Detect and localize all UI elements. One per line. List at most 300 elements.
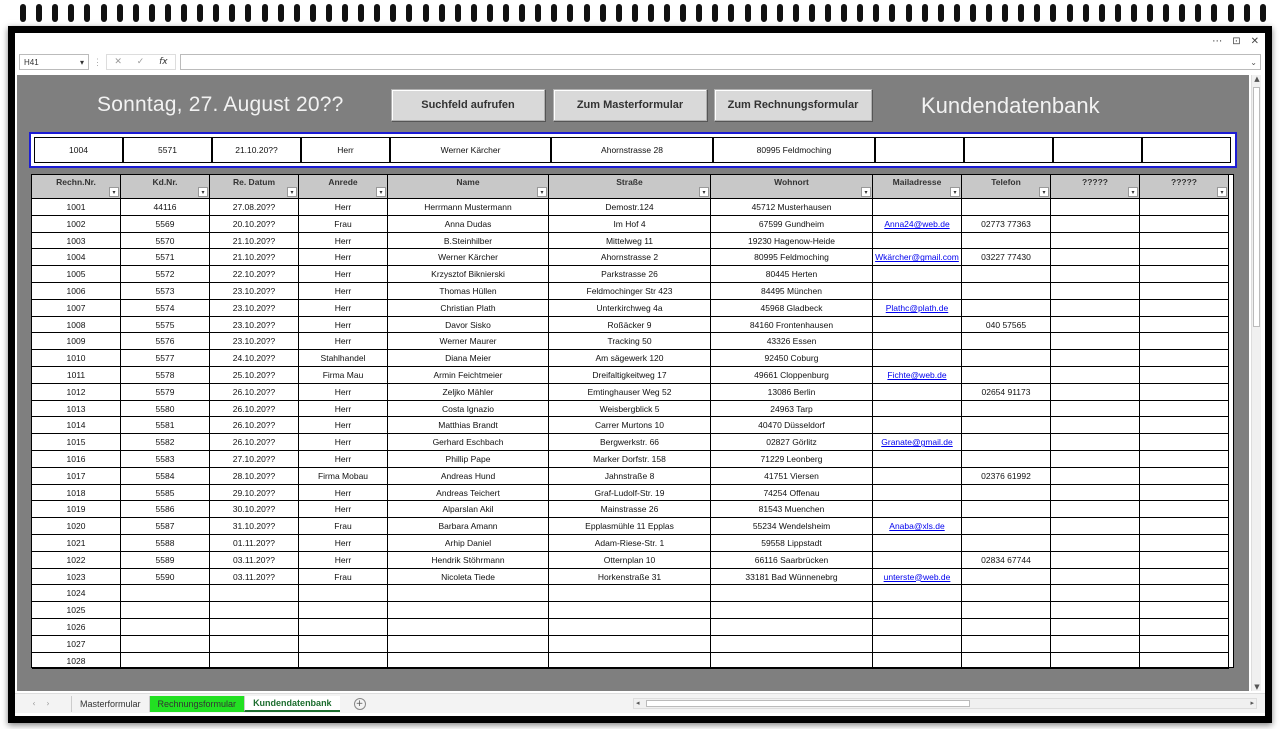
- table-cell[interactable]: [388, 636, 549, 653]
- table-cell[interactable]: 1006: [32, 283, 121, 300]
- table-cell[interactable]: [1140, 451, 1229, 468]
- table-cell[interactable]: [962, 401, 1051, 418]
- table-cell[interactable]: [1140, 249, 1229, 266]
- table-cell[interactable]: [1051, 451, 1140, 468]
- table-cell[interactable]: Feldmochinger Str 423: [549, 283, 711, 300]
- table-cell[interactable]: Carrer Murtons 10: [549, 417, 711, 434]
- tab-kundendatenbank[interactable]: Kundendatenbank: [244, 696, 340, 712]
- table-cell[interactable]: 19230 Hagenow-Heide: [711, 233, 873, 250]
- table-cell[interactable]: 5569: [121, 216, 210, 233]
- table-cell[interactable]: 5572: [121, 266, 210, 283]
- table-cell[interactable]: 26.10.20??: [210, 401, 299, 418]
- table-cell[interactable]: Herr: [299, 333, 388, 350]
- table-cell[interactable]: Phillip Pape: [388, 451, 549, 468]
- table-cell[interactable]: 1021: [32, 535, 121, 552]
- table-cell[interactable]: 21.10.20??: [210, 233, 299, 250]
- search-cell[interactable]: Ahornstrasse 28: [551, 137, 713, 163]
- table-cell[interactable]: Herr: [299, 401, 388, 418]
- table-cell[interactable]: 55234 Wendelsheim: [711, 518, 873, 535]
- table-cell[interactable]: [1140, 636, 1229, 653]
- table-cell[interactable]: Herr: [299, 233, 388, 250]
- table-cell[interactable]: Herr: [299, 199, 388, 216]
- invoice-form-button[interactable]: Zum Rechnungsformular: [714, 89, 872, 121]
- email-link[interactable]: Anna24@web.de: [873, 216, 962, 233]
- table-cell[interactable]: 21.10.20??: [210, 249, 299, 266]
- filter-dropdown-icon[interactable]: ▾: [1217, 187, 1227, 197]
- table-cell[interactable]: [962, 283, 1051, 300]
- table-cell[interactable]: Unterkirchweg 4a: [549, 300, 711, 317]
- table-cell[interactable]: 1020: [32, 518, 121, 535]
- table-cell[interactable]: 1026: [32, 619, 121, 636]
- table-cell[interactable]: 5586: [121, 501, 210, 518]
- table-cell[interactable]: [1051, 216, 1140, 233]
- table-cell[interactable]: 5578: [121, 367, 210, 384]
- table-cell[interactable]: Andreas Hund: [388, 468, 549, 485]
- table-cell[interactable]: [121, 585, 210, 602]
- table-cell[interactable]: [1140, 367, 1229, 384]
- table-cell[interactable]: Dreifaltigkeitweg 17: [549, 367, 711, 384]
- table-cell[interactable]: [1140, 653, 1229, 670]
- filter-dropdown-icon[interactable]: ▾: [950, 187, 960, 197]
- table-cell[interactable]: [210, 602, 299, 619]
- table-cell[interactable]: 1013: [32, 401, 121, 418]
- table-cell[interactable]: [873, 266, 962, 283]
- table-cell[interactable]: 23.10.20??: [210, 300, 299, 317]
- table-cell[interactable]: 23.10.20??: [210, 283, 299, 300]
- table-cell[interactable]: 1016: [32, 451, 121, 468]
- table-cell[interactable]: Herr: [299, 501, 388, 518]
- table-cell[interactable]: 23.10.20??: [210, 333, 299, 350]
- table-cell[interactable]: [1140, 485, 1229, 502]
- table-cell[interactable]: 02773 77363: [962, 216, 1051, 233]
- table-cell[interactable]: [873, 552, 962, 569]
- table-cell[interactable]: 5574: [121, 300, 210, 317]
- search-cell[interactable]: [964, 137, 1053, 163]
- table-cell[interactable]: [962, 619, 1051, 636]
- table-cell[interactable]: 20.10.20??: [210, 216, 299, 233]
- close-icon[interactable]: ✕: [1250, 36, 1259, 47]
- table-cell[interactable]: 66116 Saarbrücken: [711, 552, 873, 569]
- table-cell[interactable]: [1140, 300, 1229, 317]
- email-link[interactable]: Fichte@web.de: [873, 367, 962, 384]
- table-cell[interactable]: 02654 91173: [962, 384, 1051, 401]
- cancel-icon[interactable]: ✕: [114, 57, 122, 67]
- table-cell[interactable]: [1051, 569, 1140, 586]
- table-cell[interactable]: [873, 535, 962, 552]
- table-cell[interactable]: [1051, 501, 1140, 518]
- table-cell[interactable]: Ahornstrasse 2: [549, 249, 711, 266]
- table-cell[interactable]: [1051, 233, 1140, 250]
- table-cell[interactable]: [873, 602, 962, 619]
- table-cell[interactable]: 1014: [32, 417, 121, 434]
- horizontal-scroll-thumb[interactable]: [646, 700, 970, 707]
- table-cell[interactable]: [1140, 417, 1229, 434]
- table-cell[interactable]: 28.10.20??: [210, 468, 299, 485]
- table-cell[interactable]: [1051, 384, 1140, 401]
- table-cell[interactable]: 1028: [32, 653, 121, 670]
- search-cell[interactable]: 21.10.20??: [212, 137, 301, 163]
- table-cell[interactable]: 27.08.20??: [210, 199, 299, 216]
- table-cell[interactable]: [1051, 300, 1140, 317]
- table-cell[interactable]: [210, 585, 299, 602]
- table-cell[interactable]: [388, 602, 549, 619]
- insert-function-icon[interactable]: fx: [159, 57, 168, 67]
- table-cell[interactable]: 23.10.20??: [210, 317, 299, 334]
- table-cell[interactable]: [1140, 569, 1229, 586]
- table-cell[interactable]: 1001: [32, 199, 121, 216]
- table-cell[interactable]: [388, 653, 549, 670]
- expand-formula-icon[interactable]: ⌄: [1250, 57, 1257, 67]
- table-cell[interactable]: Werner Kärcher: [388, 249, 549, 266]
- table-cell[interactable]: [1140, 283, 1229, 300]
- scroll-down-icon[interactable]: ▼: [1254, 683, 1260, 691]
- table-cell[interactable]: [299, 585, 388, 602]
- table-cell[interactable]: [1051, 417, 1140, 434]
- table-cell[interactable]: 1007: [32, 300, 121, 317]
- table-cell[interactable]: [1140, 535, 1229, 552]
- table-cell[interactable]: 5587: [121, 518, 210, 535]
- table-cell[interactable]: Epplasmühle 11 Epplas: [549, 518, 711, 535]
- table-cell[interactable]: 80995 Feldmoching: [711, 249, 873, 266]
- table-cell[interactable]: Herr: [299, 535, 388, 552]
- table-cell[interactable]: Matthias Brandt: [388, 417, 549, 434]
- table-cell[interactable]: 41751 Viersen: [711, 468, 873, 485]
- table-cell[interactable]: [388, 585, 549, 602]
- table-cell[interactable]: 44116: [121, 199, 210, 216]
- table-cell[interactable]: [1051, 636, 1140, 653]
- table-cell[interactable]: 84160 Frontenhausen: [711, 317, 873, 334]
- table-cell[interactable]: Herr: [299, 249, 388, 266]
- table-cell[interactable]: [299, 602, 388, 619]
- table-cell[interactable]: 25.10.20??: [210, 367, 299, 384]
- search-cell[interactable]: [1053, 137, 1142, 163]
- search-cell[interactable]: [875, 137, 964, 163]
- table-cell[interactable]: 45712 Musterhausen: [711, 199, 873, 216]
- table-cell[interactable]: [962, 233, 1051, 250]
- table-cell[interactable]: [1051, 350, 1140, 367]
- table-cell[interactable]: 1009: [32, 333, 121, 350]
- table-cell[interactable]: [1140, 384, 1229, 401]
- table-cell[interactable]: [299, 636, 388, 653]
- table-cell[interactable]: [1140, 350, 1229, 367]
- table-cell[interactable]: 31.10.20??: [210, 518, 299, 535]
- scroll-right-icon[interactable]: ▸: [1250, 699, 1254, 707]
- table-cell[interactable]: 71229 Leonberg: [711, 451, 873, 468]
- table-cell[interactable]: Herr: [299, 300, 388, 317]
- filter-dropdown-icon[interactable]: ▾: [287, 187, 297, 197]
- search-cell[interactable]: 1004: [34, 137, 123, 163]
- table-cell[interactable]: 30.10.20??: [210, 501, 299, 518]
- table-cell[interactable]: [1140, 216, 1229, 233]
- horizontal-scrollbar[interactable]: [633, 698, 1257, 709]
- table-cell[interactable]: [873, 233, 962, 250]
- table-cell[interactable]: [549, 602, 711, 619]
- table-cell[interactable]: 43326 Essen: [711, 333, 873, 350]
- table-cell[interactable]: [873, 417, 962, 434]
- table-cell[interactable]: Jahnstraße 8: [549, 468, 711, 485]
- table-cell[interactable]: Stahlhandel: [299, 350, 388, 367]
- table-cell[interactable]: [873, 384, 962, 401]
- search-field-button[interactable]: Suchfeld aufrufen: [391, 89, 545, 121]
- table-cell[interactable]: [873, 451, 962, 468]
- table-cell[interactable]: [1051, 333, 1140, 350]
- table-cell[interactable]: [962, 501, 1051, 518]
- table-cell[interactable]: [873, 619, 962, 636]
- prev-sheet-icon[interactable]: ‹: [32, 699, 36, 708]
- table-cell[interactable]: [1140, 317, 1229, 334]
- table-cell[interactable]: Christian Plath: [388, 300, 549, 317]
- search-cell[interactable]: 5571: [123, 137, 212, 163]
- chevron-down-icon[interactable]: ▾: [79, 57, 84, 67]
- table-cell[interactable]: 80445 Herten: [711, 266, 873, 283]
- table-cell[interactable]: Herr: [299, 384, 388, 401]
- table-cell[interactable]: [210, 619, 299, 636]
- table-cell[interactable]: Andreas Teichert: [388, 485, 549, 502]
- table-cell[interactable]: [962, 485, 1051, 502]
- table-cell[interactable]: Firma Mobau: [299, 468, 388, 485]
- table-cell[interactable]: [873, 283, 962, 300]
- table-cell[interactable]: 26.10.20??: [210, 384, 299, 401]
- table-cell[interactable]: [873, 501, 962, 518]
- filter-dropdown-icon[interactable]: ▾: [1128, 187, 1138, 197]
- table-cell[interactable]: Herr: [299, 266, 388, 283]
- table-cell[interactable]: 5580: [121, 401, 210, 418]
- table-cell[interactable]: [1051, 653, 1140, 670]
- table-cell[interactable]: Davor Sisko: [388, 317, 549, 334]
- table-cell[interactable]: Emtinghauser Weg 52: [549, 384, 711, 401]
- table-cell[interactable]: 1019: [32, 501, 121, 518]
- table-cell[interactable]: [1051, 317, 1140, 334]
- table-cell[interactable]: Thomas Hüllen: [388, 283, 549, 300]
- table-cell[interactable]: Herr: [299, 451, 388, 468]
- table-cell[interactable]: Anna Dudas: [388, 216, 549, 233]
- table-cell[interactable]: [1140, 501, 1229, 518]
- table-cell[interactable]: 5584: [121, 468, 210, 485]
- table-cell[interactable]: Barbara Amann: [388, 518, 549, 535]
- filter-dropdown-icon[interactable]: ▾: [109, 187, 119, 197]
- enter-icon[interactable]: ✓: [136, 57, 145, 67]
- table-cell[interactable]: 33181 Bad Wünnenebrg: [711, 569, 873, 586]
- filter-dropdown-icon[interactable]: ▾: [198, 187, 208, 197]
- table-cell[interactable]: Frau: [299, 518, 388, 535]
- table-cell[interactable]: 1008: [32, 317, 121, 334]
- table-cell[interactable]: [1140, 233, 1229, 250]
- table-cell[interactable]: 13086 Berlin: [711, 384, 873, 401]
- table-cell[interactable]: [873, 350, 962, 367]
- table-cell[interactable]: [962, 585, 1051, 602]
- table-cell[interactable]: 22.10.20??: [210, 266, 299, 283]
- table-cell[interactable]: [1051, 485, 1140, 502]
- table-cell[interactable]: [962, 333, 1051, 350]
- table-cell[interactable]: [962, 535, 1051, 552]
- table-cell[interactable]: Herr: [299, 434, 388, 451]
- table-cell[interactable]: [121, 653, 210, 670]
- table-cell[interactable]: Otternplan 10: [549, 552, 711, 569]
- table-cell[interactable]: Im Hof 4: [549, 216, 711, 233]
- formula-input[interactable]: [180, 54, 1261, 70]
- table-cell[interactable]: 1024: [32, 585, 121, 602]
- table-cell[interactable]: [873, 199, 962, 216]
- table-cell[interactable]: [1140, 552, 1229, 569]
- table-cell[interactable]: 5581: [121, 417, 210, 434]
- table-cell[interactable]: Herr: [299, 317, 388, 334]
- email-link[interactable]: unterste@web.de: [873, 569, 962, 586]
- table-cell[interactable]: 040 57565: [962, 317, 1051, 334]
- table-cell[interactable]: [711, 653, 873, 670]
- master-form-button[interactable]: Zum Masterformular: [553, 89, 707, 121]
- email-link[interactable]: Wkärcher@gmail.com: [873, 249, 962, 266]
- table-cell[interactable]: [121, 619, 210, 636]
- table-cell[interactable]: 92450 Coburg: [711, 350, 873, 367]
- email-link[interactable]: Plathc@plath.de: [873, 300, 962, 317]
- table-cell[interactable]: Gerhard Eschbach: [388, 434, 549, 451]
- table-cell[interactable]: [873, 317, 962, 334]
- table-cell[interactable]: [299, 653, 388, 670]
- table-cell[interactable]: [962, 199, 1051, 216]
- table-cell[interactable]: 40470 Düsseldorf: [711, 417, 873, 434]
- table-cell[interactable]: [1051, 518, 1140, 535]
- search-cell[interactable]: 80995 Feldmoching: [713, 137, 875, 163]
- table-cell[interactable]: Marker Dorfstr. 158: [549, 451, 711, 468]
- table-cell[interactable]: 1011: [32, 367, 121, 384]
- tab-rechnungsformular[interactable]: Rechnungsformular: [149, 696, 245, 712]
- table-cell[interactable]: Herr: [299, 417, 388, 434]
- email-link[interactable]: Anaba@xls.de: [873, 518, 962, 535]
- name-box[interactable]: [19, 54, 89, 70]
- table-cell[interactable]: [711, 636, 873, 653]
- table-cell[interactable]: Parkstrasse 26: [549, 266, 711, 283]
- table-cell[interactable]: 5579: [121, 384, 210, 401]
- table-cell[interactable]: [121, 636, 210, 653]
- table-cell[interactable]: [210, 653, 299, 670]
- table-cell[interactable]: [1051, 585, 1140, 602]
- search-cell[interactable]: [1142, 137, 1231, 163]
- table-cell[interactable]: Firma Mau: [299, 367, 388, 384]
- table-cell[interactable]: Herr: [299, 485, 388, 502]
- table-cell[interactable]: 1012: [32, 384, 121, 401]
- table-cell[interactable]: [1051, 266, 1140, 283]
- table-cell[interactable]: [1140, 602, 1229, 619]
- table-cell[interactable]: 1010: [32, 350, 121, 367]
- filter-dropdown-icon[interactable]: ▾: [861, 187, 871, 197]
- table-cell[interactable]: [962, 451, 1051, 468]
- table-cell[interactable]: [873, 585, 962, 602]
- search-cell[interactable]: Herr: [301, 137, 390, 163]
- table-cell[interactable]: [1140, 333, 1229, 350]
- table-cell[interactable]: [1051, 602, 1140, 619]
- table-cell[interactable]: 5576: [121, 333, 210, 350]
- tab-masterformular[interactable]: Masterformular: [71, 696, 149, 712]
- table-cell[interactable]: [1051, 367, 1140, 384]
- table-cell[interactable]: [962, 636, 1051, 653]
- email-link[interactable]: Granate@gmail.de: [873, 434, 962, 451]
- table-cell[interactable]: 84495 München: [711, 283, 873, 300]
- table-cell[interactable]: 29.10.20??: [210, 485, 299, 502]
- table-cell[interactable]: 1002: [32, 216, 121, 233]
- filter-dropdown-icon[interactable]: ▾: [537, 187, 547, 197]
- table-cell[interactable]: [1140, 199, 1229, 216]
- table-cell[interactable]: Hendrik Stöhrmann: [388, 552, 549, 569]
- table-cell[interactable]: [549, 653, 711, 670]
- table-cell[interactable]: B.Steinhilber: [388, 233, 549, 250]
- search-cell[interactable]: Werner Kärcher: [390, 137, 551, 163]
- table-cell[interactable]: [549, 585, 711, 602]
- filter-dropdown-icon[interactable]: ▾: [1039, 187, 1049, 197]
- table-cell[interactable]: 27.10.20??: [210, 451, 299, 468]
- table-cell[interactable]: [1140, 266, 1229, 283]
- table-cell[interactable]: 02834 67744: [962, 552, 1051, 569]
- table-cell[interactable]: [1051, 283, 1140, 300]
- table-cell[interactable]: [1051, 401, 1140, 418]
- table-cell[interactable]: 45968 Gladbeck: [711, 300, 873, 317]
- add-sheet-icon[interactable]: +: [354, 698, 366, 710]
- table-cell[interactable]: Werner Maurer: [388, 333, 549, 350]
- table-cell[interactable]: 5585: [121, 485, 210, 502]
- table-cell[interactable]: [873, 401, 962, 418]
- table-cell[interactable]: 26.10.20??: [210, 417, 299, 434]
- filter-dropdown-icon[interactable]: ▾: [376, 187, 386, 197]
- table-cell[interactable]: [873, 333, 962, 350]
- table-cell[interactable]: 74254 Offenau: [711, 485, 873, 502]
- table-cell[interactable]: [962, 602, 1051, 619]
- table-cell[interactable]: [962, 653, 1051, 670]
- table-cell[interactable]: Demostr.124: [549, 199, 711, 216]
- table-cell[interactable]: 26.10.20??: [210, 434, 299, 451]
- table-cell[interactable]: [388, 619, 549, 636]
- table-cell[interactable]: Tracking 50: [549, 333, 711, 350]
- table-cell[interactable]: 1025: [32, 602, 121, 619]
- table-cell[interactable]: [962, 417, 1051, 434]
- table-cell[interactable]: [1051, 434, 1140, 451]
- table-cell[interactable]: Herr: [299, 552, 388, 569]
- table-cell[interactable]: 1004: [32, 249, 121, 266]
- table-cell[interactable]: 1027: [32, 636, 121, 653]
- table-cell[interactable]: [1140, 619, 1229, 636]
- table-cell[interactable]: [1051, 249, 1140, 266]
- table-cell[interactable]: 1005: [32, 266, 121, 283]
- table-cell[interactable]: Alparslan Akil: [388, 501, 549, 518]
- table-cell[interactable]: Nicoleta Tiede: [388, 569, 549, 586]
- table-cell[interactable]: Arhip Daniel: [388, 535, 549, 552]
- table-cell[interactable]: [1051, 199, 1140, 216]
- table-cell[interactable]: [1140, 434, 1229, 451]
- table-cell[interactable]: [1051, 535, 1140, 552]
- table-cell[interactable]: Herr: [299, 283, 388, 300]
- table-cell[interactable]: [873, 468, 962, 485]
- table-cell[interactable]: [962, 434, 1051, 451]
- table-cell[interactable]: [549, 619, 711, 636]
- table-cell[interactable]: [962, 266, 1051, 283]
- table-cell[interactable]: [121, 602, 210, 619]
- table-cell[interactable]: [711, 602, 873, 619]
- table-cell[interactable]: Mainstrasse 26: [549, 501, 711, 518]
- table-cell[interactable]: [962, 367, 1051, 384]
- table-cell[interactable]: [1140, 585, 1229, 602]
- table-cell[interactable]: [1051, 468, 1140, 485]
- table-cell[interactable]: 67599 Gundheim: [711, 216, 873, 233]
- table-cell[interactable]: [873, 653, 962, 670]
- table-cell[interactable]: Weisbergblick 5: [549, 401, 711, 418]
- table-cell[interactable]: [962, 518, 1051, 535]
- table-cell[interactable]: 59558 Lippstadt: [711, 535, 873, 552]
- table-cell[interactable]: 03227 77430: [962, 249, 1051, 266]
- next-sheet-icon[interactable]: ›: [46, 699, 50, 708]
- table-cell[interactable]: [1051, 552, 1140, 569]
- table-cell[interactable]: Am sägewerk 120: [549, 350, 711, 367]
- table-cell[interactable]: 1022: [32, 552, 121, 569]
- vertical-scrollbar[interactable]: [1251, 75, 1261, 691]
- table-cell[interactable]: 1018: [32, 485, 121, 502]
